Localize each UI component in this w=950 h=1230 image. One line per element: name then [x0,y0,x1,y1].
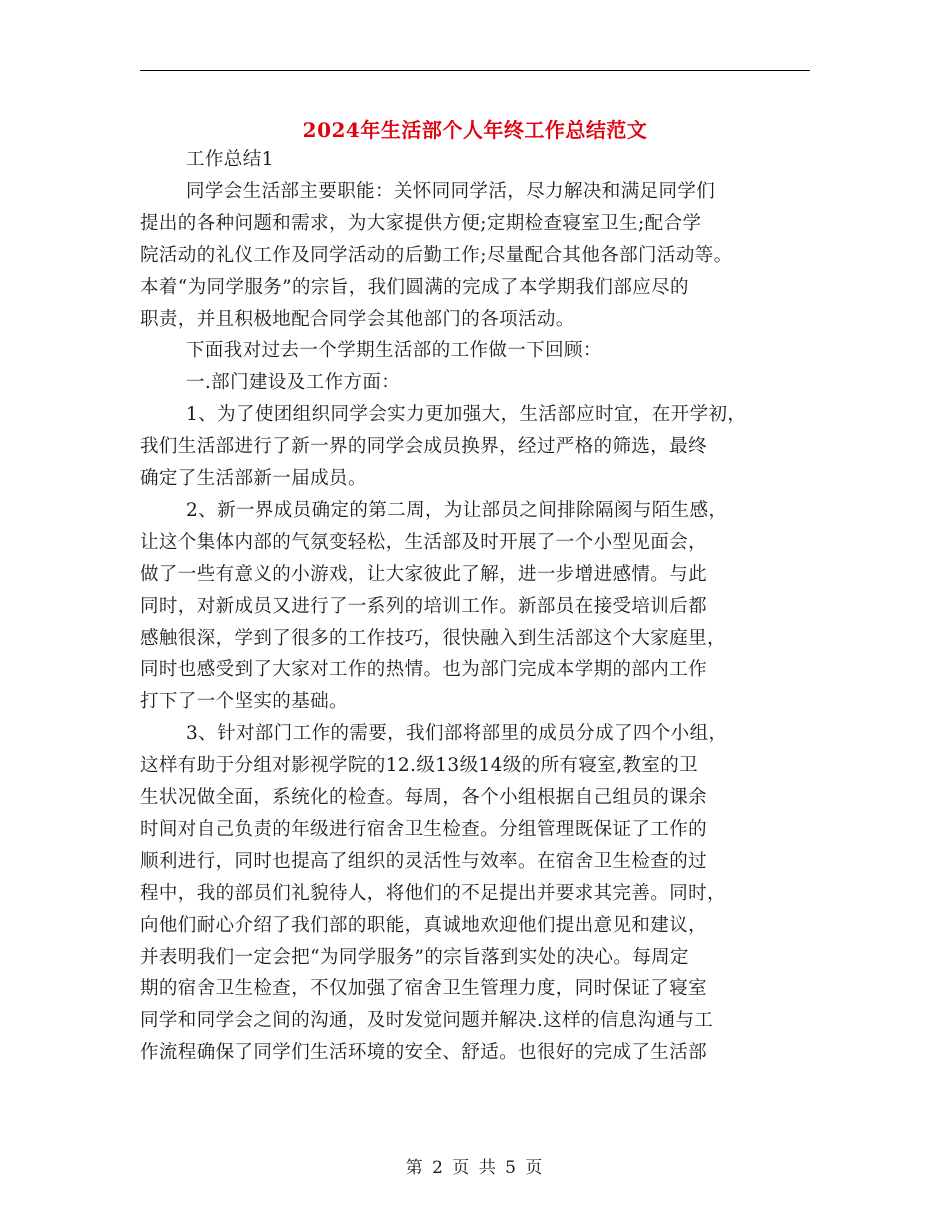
body-line: 期的宿舍卫生检查，不仅加强了宿舍卫生管理力度，同时保证了寝室 [140,978,708,999]
body-line: 同学会生活部主要职能：关怀同同学活，尽力解决和满足同学们 [186,181,716,202]
body-line: 并表明我们一定会把“为同学服务”的宗旨落到实处的决心。每周定 [140,947,689,968]
body-line: 打下了一个坚实的基础。 [140,691,348,712]
body-line: 程中，我的部员们礼貌待人，将他们的不足提出并要求其完善。同时， [140,883,726,904]
body-line: 提出的各种问题和需求，为大家提供方便;定期检查寝室卫生;配合学 [140,213,702,234]
body-line: 本着“为同学服务”的宗旨，我们圆满的完成了本学期我们部应尽的 [140,277,689,298]
body-line: 职责，并且积极地配合同学会其他部门的各项活动。 [140,309,575,330]
body-line: 做了一些有意义的小游戏，让大家彼此了解，进一步增进感情。与此 [140,564,708,585]
body-line: 向他们耐心介绍了我们部的职能，真诚地欢迎他们提出意见和建议， [140,915,708,936]
body-line: 1、为了使团组织同学会实力更加强大，生活部应时宜，在开学初， [186,404,747,425]
body-line: 3、针对部门工作的需要，我们部将部里的成员分成了四个小组， [186,723,728,744]
body-line: 生状况做全面，系统化的检查。每周，各个小组根据自己组员的课余 [140,787,708,808]
body-line: 同时，对新成员又进行了一系列的培训工作。新部员在接受培训后都 [140,596,708,617]
body-line: 感触很深，学到了很多的工作技巧，很快融入到生活部这个大家庭里， [140,628,726,649]
body-line: 作流程确保了同学们生活环境的安全、舒适。也很好的完成了生活部 [140,1042,708,1063]
body-line: 确定了生活部新一届成员。 [140,468,367,489]
body-line: 让这个集体内部的气氛变轻松，生活部及时开展了一个小型见面会， [140,532,708,553]
body-line: 下面我对过去一个学期生活部的工作做一下回顾： [186,340,602,361]
body-line: 同时也感受到了大家对工作的热情。也为部门完成本学期的部内工作 [140,659,708,680]
body-line: 工作总结1 [186,149,274,170]
page-footer: 第 2 页 共 5 页 [405,1158,545,1178]
body-line: 院活动的礼仪工作及同学活动的后勤工作;尽量配合其他各部门活动等。 [140,245,733,266]
document-title: 2024年生活部个人年终工作总结范文 [302,118,648,142]
body-line: 顺利进行，同时也提高了组织的灵活性与效率。在宿舍卫生检查的过 [140,851,708,872]
body-line: 一.部门建设及工作方面： [186,372,401,393]
body-line: 同学和同学会之间的沟通，及时发觉问题并解决.这样的信息沟通与工 [140,1010,714,1031]
body-line: 时间对自己负责的年级进行宿舍卫生检查。分组管理既保证了工作的 [140,819,708,840]
body-line: 我们生活部进行了新一界的同学会成员换界，经过严格的筛选，最终 [140,436,708,457]
body-line: 2、新一界成员确定的第二周，为让部员之间排除隔阂与陌生感， [186,500,728,521]
body-line: 这样有助于分组对影视学院的12.级13级14级的所有寝室,教室的卫 [140,755,699,776]
